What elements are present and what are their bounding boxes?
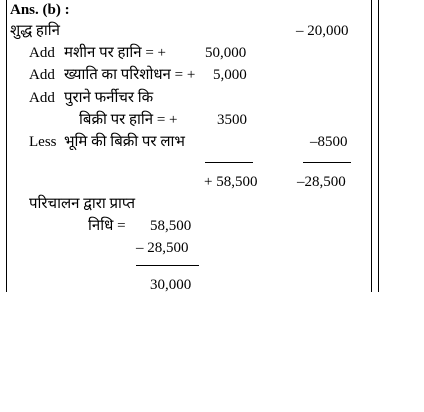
add-goodwill-prefix: Add xyxy=(29,67,55,83)
left-border-line xyxy=(6,0,7,292)
add-goodwill-label: ख्याति का परिशोधन = + xyxy=(64,67,196,83)
add-furniture-prefix: Add xyxy=(29,90,55,106)
add-machine-loss-label: मशीन पर हानि = + xyxy=(64,45,167,61)
funds-label-line1: परिचालन द्वारा प्राप्त xyxy=(29,196,136,212)
right-border-line-2 xyxy=(378,0,379,292)
net-loss-label: शुद्ध हानि xyxy=(10,23,60,39)
funds-result: 30,000 xyxy=(150,277,192,293)
net-loss-value: – 20,000 xyxy=(296,23,349,39)
add-goodwill-value: 5,000 xyxy=(213,67,247,83)
add-furniture-label-line2: बिक्री पर हानि = + xyxy=(79,112,178,128)
add-furniture-label-line1: पुराने फर्नीचर कि xyxy=(64,90,154,106)
total-left-value: + 58,500 xyxy=(204,174,258,190)
add-furniture-value: 3500 xyxy=(217,112,247,128)
less-land-profit-value: –8500 xyxy=(310,134,348,150)
add-machine-loss-prefix: Add xyxy=(29,45,55,61)
less-land-profit-label: भूमि की बिक्री पर लाभ xyxy=(64,134,185,150)
total-right-value: –28,500 xyxy=(297,174,346,190)
funds-value-2: – 28,500 xyxy=(136,240,189,256)
answer-heading: Ans. (b) : xyxy=(10,2,70,18)
add-machine-loss-value: 50,000 xyxy=(205,45,247,61)
less-land-profit-prefix: Less xyxy=(29,134,57,150)
total-underline-left xyxy=(205,162,253,163)
right-border-line-1 xyxy=(371,0,372,292)
total-underline-right xyxy=(303,162,351,163)
funds-value-1: 58,500 xyxy=(150,218,192,234)
funds-underline xyxy=(136,265,199,266)
funds-label-line2: निधि = xyxy=(88,218,126,234)
